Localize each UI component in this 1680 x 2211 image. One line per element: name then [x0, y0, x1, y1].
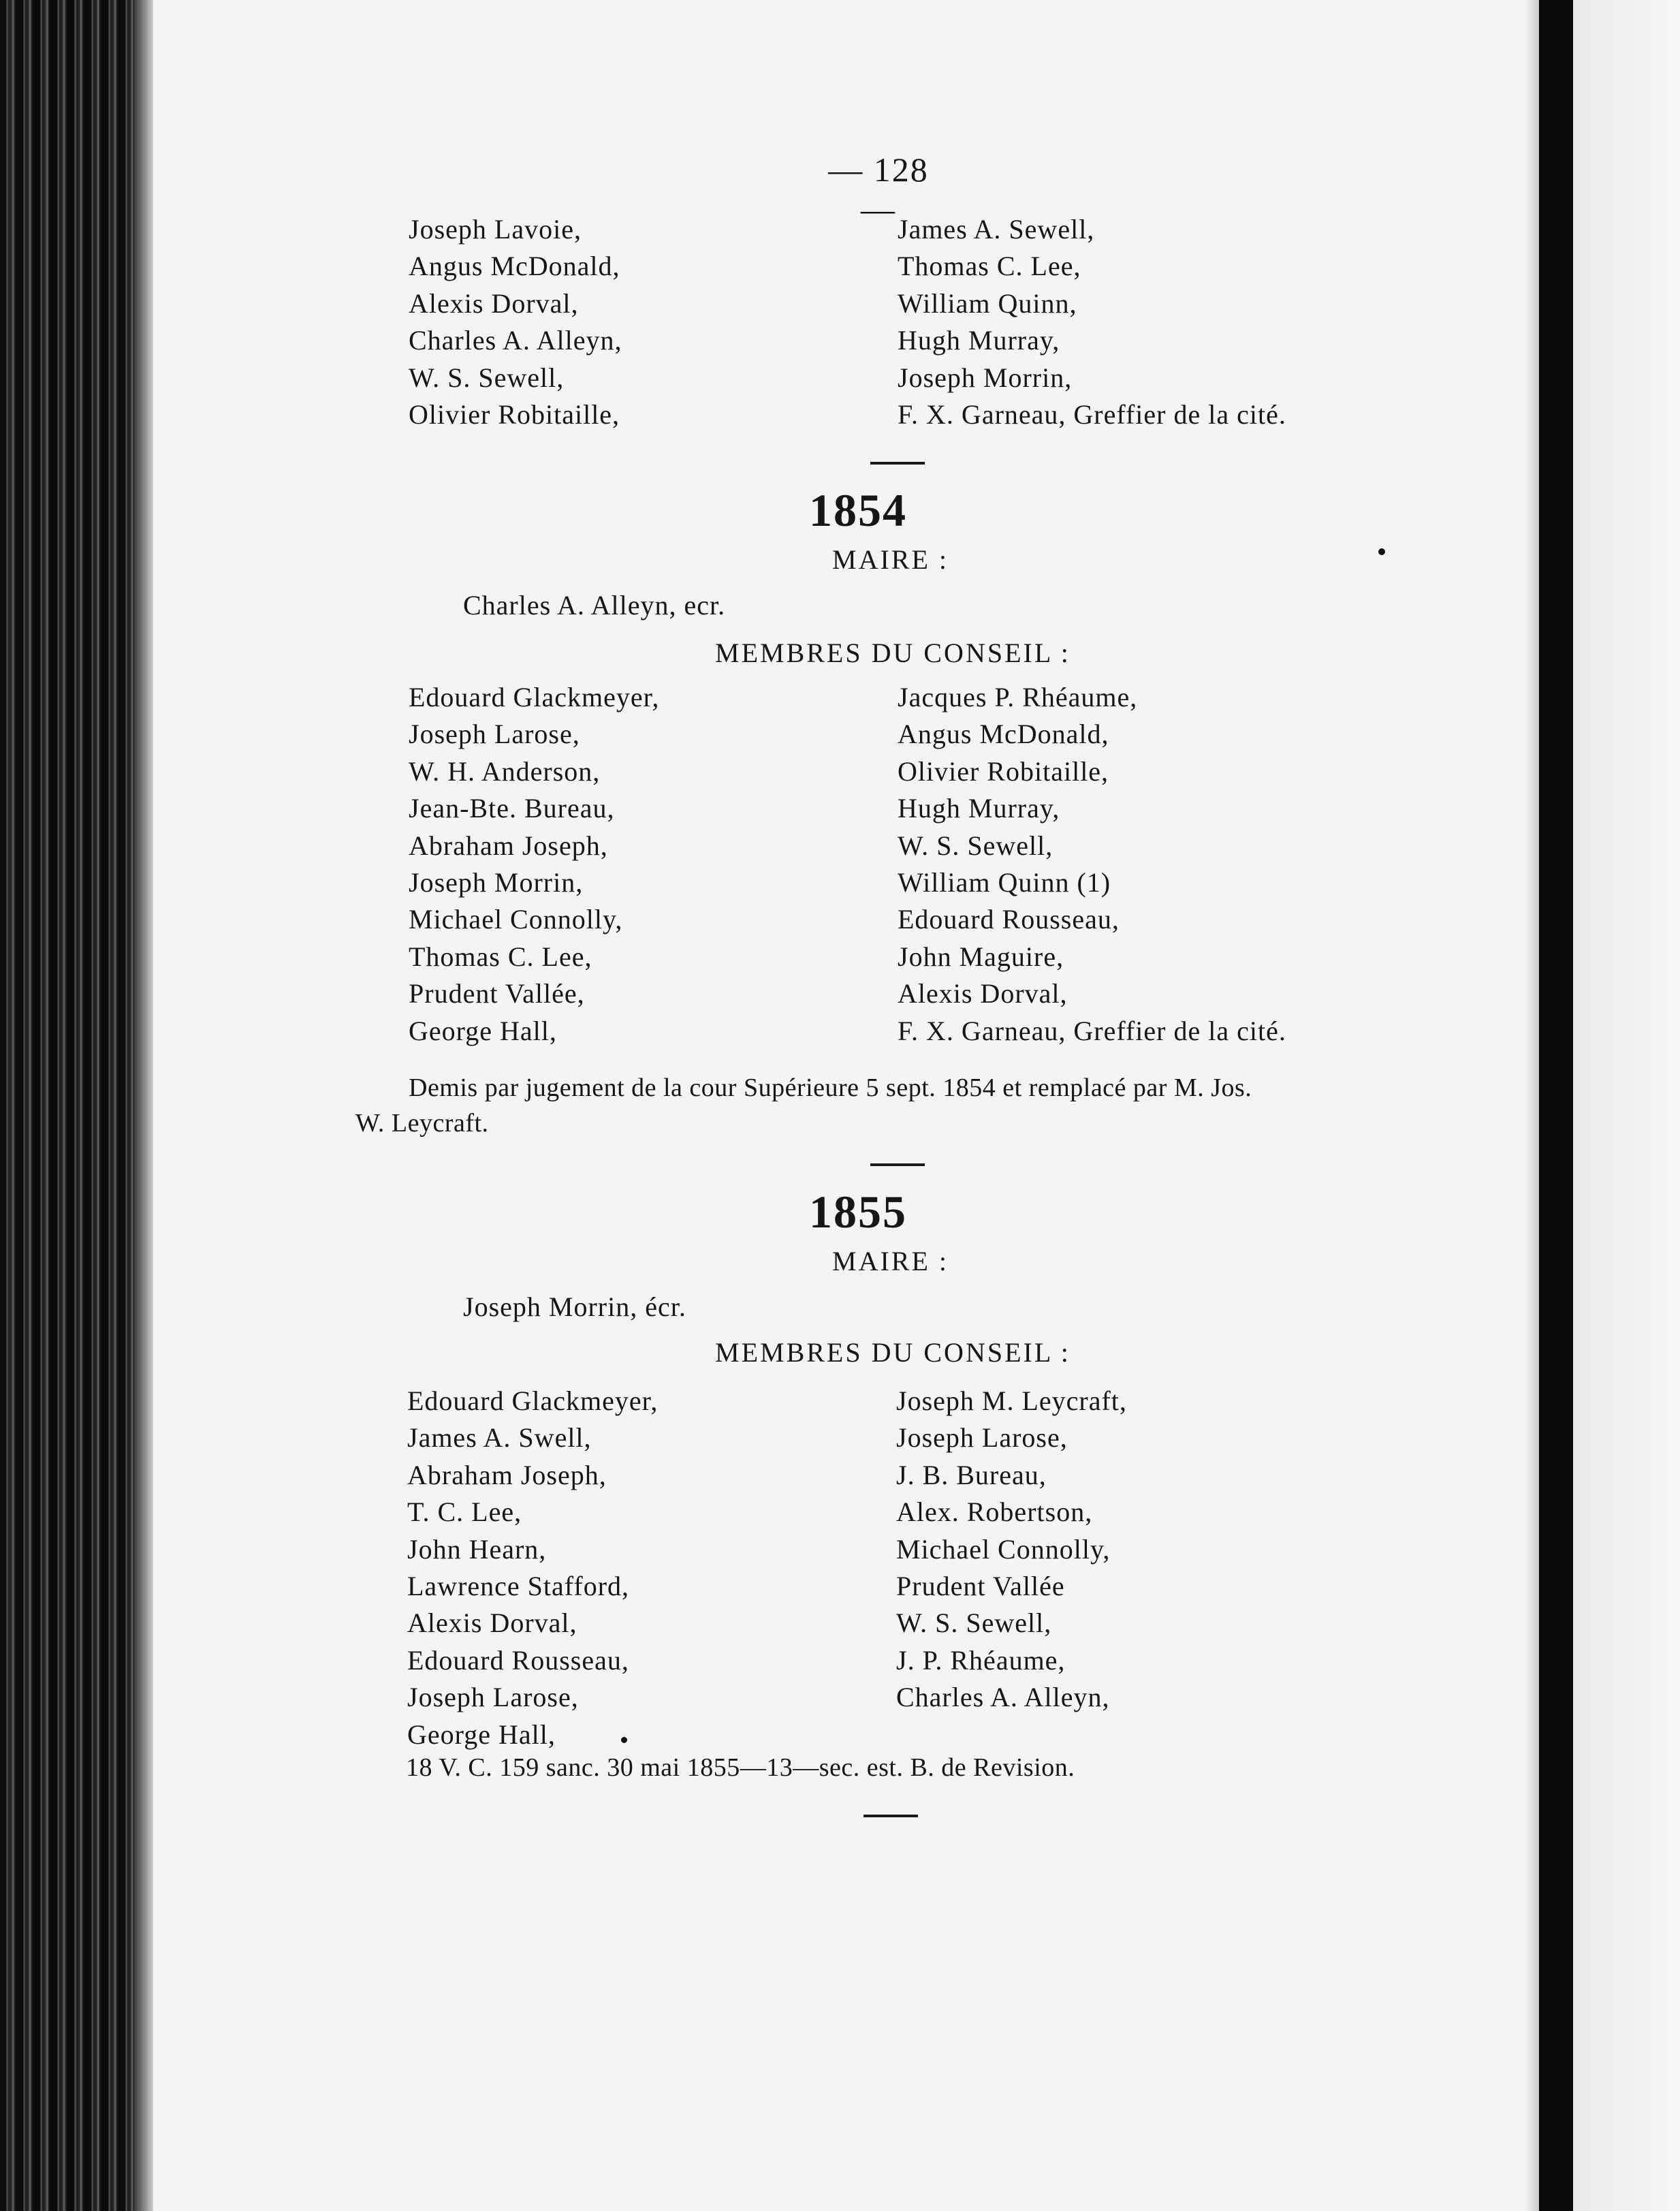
year-heading-1854: 1854 [809, 484, 907, 536]
council-member-name: William Quinn (1) [898, 867, 1111, 898]
council-member-name: J. B. Bureau, [896, 1459, 1047, 1490]
mayor-name-1855: Joseph Morrin, écr. [463, 1291, 686, 1322]
council-member-name: Edouard Rousseau, [898, 904, 1120, 935]
council-member-name: Michael Connolly, [896, 1533, 1111, 1565]
section-divider [870, 1163, 925, 1166]
council-member-name: James A. Sewell, [898, 214, 1095, 245]
mayor-name-1854: Charles A. Alleyn, ecr. [463, 590, 726, 621]
council-list-right-continued [898, 211, 1286, 433]
council-member-name: Prudent Vallée, [409, 978, 585, 1009]
page-number: — 128 — [828, 151, 929, 228]
council-list-right-1855 [896, 1383, 1127, 1716]
council-member-name: Charles A. Alleyn, [409, 325, 622, 356]
council-member-name: Edouard Glackmeyer, [409, 682, 660, 712]
council-member-name: Hugh Murray, [898, 793, 1060, 824]
council-member-name: John Hearn, [407, 1533, 547, 1565]
council-member-name: Alex. Robertson, [896, 1496, 1093, 1528]
council-member-name: Joseph Morrin, [898, 362, 1073, 393]
council-member-name: W. S. Sewell, [409, 362, 565, 393]
council-member-name: Joseph Larose, [407, 1682, 579, 1713]
council-member-name: J. P. Rhéaume, [896, 1644, 1066, 1676]
council-member-name: Hugh Murray, [898, 325, 1060, 356]
council-heading-1854: MEMBRES DU CONSEIL : [715, 638, 1071, 668]
page-edge-shadow [1525, 0, 1539, 2211]
council-member-name: W. S. Sewell, [898, 830, 1053, 861]
council-member-name: Alexis Dorval, [898, 978, 1068, 1009]
council-member-name: Angus McDonald, [409, 251, 620, 282]
ink-speck [1378, 548, 1385, 555]
council-member-name: Charles A. Alleyn, [896, 1682, 1110, 1713]
mayor-heading-1855: MAIRE : [832, 1246, 949, 1276]
council-member-name: Lawrence Stafford, [407, 1571, 630, 1602]
footnote-1854-line1: Demis par jugement de la cour Supérieure 5 sept. 1854 et remplacé par M. Jos. [409, 1073, 1252, 1102]
council-member-name: Abraham Joseph, [407, 1459, 607, 1490]
council-member-name: Jean-Bte. Bureau, [409, 793, 615, 824]
council-member-name: F. X. Garneau, Greffier de la cité. [898, 399, 1286, 430]
council-member-name: Abraham Joseph, [409, 830, 608, 861]
council-member-name: Olivier Robitaille, [898, 755, 1109, 787]
council-member-name: George Hall, [409, 1015, 557, 1046]
scan-margin-right [1573, 0, 1680, 2211]
council-list-left-1855 [407, 1383, 658, 1753]
council-member-name: W. H. Anderson, [409, 755, 601, 787]
council-member-name: Angus McDonald, [898, 719, 1109, 750]
statute-note-1855: 18 V. C. 159 sanc. 30 mai 1855—13—sec. est. B. de Revision. [406, 1753, 1075, 1782]
council-member-name: Michael Connolly, [409, 904, 623, 935]
footnote-1854-line2: W. Leycraft. [355, 1109, 489, 1138]
council-member-name: T. C. Lee, [407, 1496, 522, 1528]
council-member-name: William Quinn, [898, 287, 1077, 319]
council-member-name: Joseph Larose, [896, 1422, 1068, 1454]
book-binding-right [1539, 0, 1573, 2211]
council-member-name: F. X. Garneau, Greffier de la cité. [898, 1015, 1286, 1046]
council-member-name: Jacques P. Rhéaume, [898, 682, 1138, 712]
ink-speck [621, 1737, 627, 1743]
council-member-name: Alexis Dorval, [407, 1608, 577, 1639]
council-member-name: Joseph Lavoie, [409, 214, 582, 245]
council-list-left-continued [409, 211, 622, 433]
council-member-name: Thomas C. Lee, [409, 941, 592, 972]
council-member-name: Prudent Vallée [896, 1571, 1065, 1602]
council-member-name: Alexis Dorval, [409, 287, 579, 319]
council-member-name: Olivier Robitaille, [409, 399, 620, 430]
section-divider [863, 1815, 918, 1817]
council-list-left-1854 [409, 679, 659, 1050]
council-member-name: Joseph Morrin, [409, 867, 584, 898]
council-member-name: Edouard Glackmeyer, [407, 1385, 659, 1416]
council-member-name: Edouard Rousseau, [407, 1644, 629, 1676]
council-list-right-1854 [898, 679, 1286, 1050]
section-divider [870, 462, 925, 465]
council-member-name: Joseph Larose, [409, 719, 580, 750]
book-binding-left [0, 0, 153, 2211]
council-member-name: W. S. Sewell, [896, 1608, 1052, 1639]
year-heading-1855: 1855 [809, 1186, 907, 1238]
mayor-heading-1854: MAIRE : [832, 544, 949, 575]
council-member-name: James A. Swell, [407, 1422, 592, 1454]
council-member-name: Joseph M. Leycraft, [896, 1385, 1127, 1416]
council-member-name: George Hall, [407, 1719, 556, 1750]
council-heading-1855: MEMBRES DU CONSEIL : [715, 1337, 1071, 1368]
council-member-name: Thomas C. Lee, [898, 251, 1081, 282]
council-member-name: John Maguire, [898, 941, 1064, 972]
